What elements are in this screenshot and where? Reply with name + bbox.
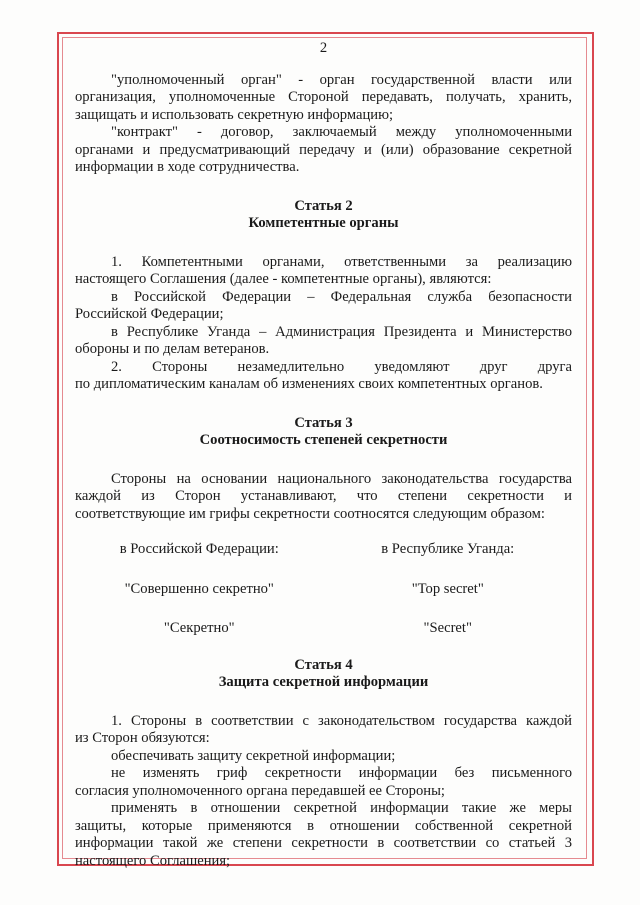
definition-line: организация, уполномоченные Стороной передавать, получать, хранить,: [75, 89, 572, 105]
table-cell-uganda-level: "Top secret": [411, 580, 484, 597]
article-4-line: из Сторон обязуются:: [75, 730, 210, 746]
article-2-line: обороны и по делам ветеранов.: [75, 341, 270, 357]
definition-line: информации в ходе сотрудничества.: [75, 159, 300, 175]
article-4-title: Статья 4: [294, 656, 353, 673]
article-3-line: Стороны на основании национального законодательства государства: [111, 470, 572, 487]
article-4-line: 1. Стороны в соответствии с законодательством государства каждой: [111, 712, 572, 729]
article-3-title: Статья 3: [294, 414, 353, 431]
article-4-line: настоящего Соглашения;: [75, 852, 231, 869]
article-4-line: обеспечивать защиту секретной информации;: [111, 747, 396, 764]
article-2-line: 2. Стороны незамедлительно уведомляют друг друга: [111, 358, 572, 375]
article-2-line: в Российской Федерации – Федеральная служба безопасности: [111, 288, 572, 305]
article-4-line: информации такой же степени секретности в соответствии со статьей 3: [75, 835, 572, 851]
article-4-line: применять в отношении секретной информации такие же меры: [111, 800, 572, 816]
article-3-subtitle: Соотносимость степеней секретности: [199, 432, 448, 448]
article-2-subtitle: Компетентные органы: [248, 215, 399, 231]
article-2-line: Российской Федерации;: [75, 306, 224, 322]
table-cell-uganda-header: в Республике Уганда:: [381, 541, 515, 557]
definition-line: "контракт" - договор, заключаемый между уполномоченными: [111, 124, 572, 140]
secrecy-correspondence-table: [75, 541, 572, 638]
article-4-line: защиты, которые применяются в отношении собственной секретной: [75, 817, 572, 834]
definition-line: органами и предусматривающий передачу и (или) образование секретной: [75, 141, 572, 158]
page-number: 2: [319, 40, 328, 56]
article-3-line: соответствующие им грифы секретности соотносятся следующим образом:: [75, 505, 545, 522]
page-content: [75, 40, 572, 870]
table-cell-russia-level: "Совершенно секретно": [124, 580, 274, 597]
article-4-subtitle: Защита секретной информации: [218, 674, 429, 690]
table-cell-russia-header: в Российской Федерации:: [119, 541, 279, 557]
article-2-line: 1. Компетентными органами, ответственными за реализацию: [111, 253, 572, 270]
article-3-line: каждой из Сторон устанавливают, что степени секретности и: [75, 488, 572, 504]
article-2-line: настоящего Соглашения (далее - компетентные органы), являются:: [75, 271, 492, 287]
definition-line: защищать и использовать секретную информацию;: [75, 106, 394, 123]
article-2-line: в Республике Уганда – Администрация Президента и Министерство: [111, 323, 572, 340]
article-2-line: по дипломатическим каналам об изменениях своих компетентных органов.: [75, 376, 543, 392]
table-cell-uganda-level: "Secret": [423, 620, 472, 636]
table-cell-russia-level: "Секретно": [163, 620, 235, 636]
article-2-title: Статья 2: [294, 197, 353, 214]
article-4-line: согласия уполномоченного органа передавшей ее Стороны;: [75, 782, 445, 799]
definition-line: "уполномоченный орган" - орган государственной власти или: [111, 71, 572, 88]
article-4-line: не изменять гриф секретности информации без письменного: [111, 765, 572, 781]
